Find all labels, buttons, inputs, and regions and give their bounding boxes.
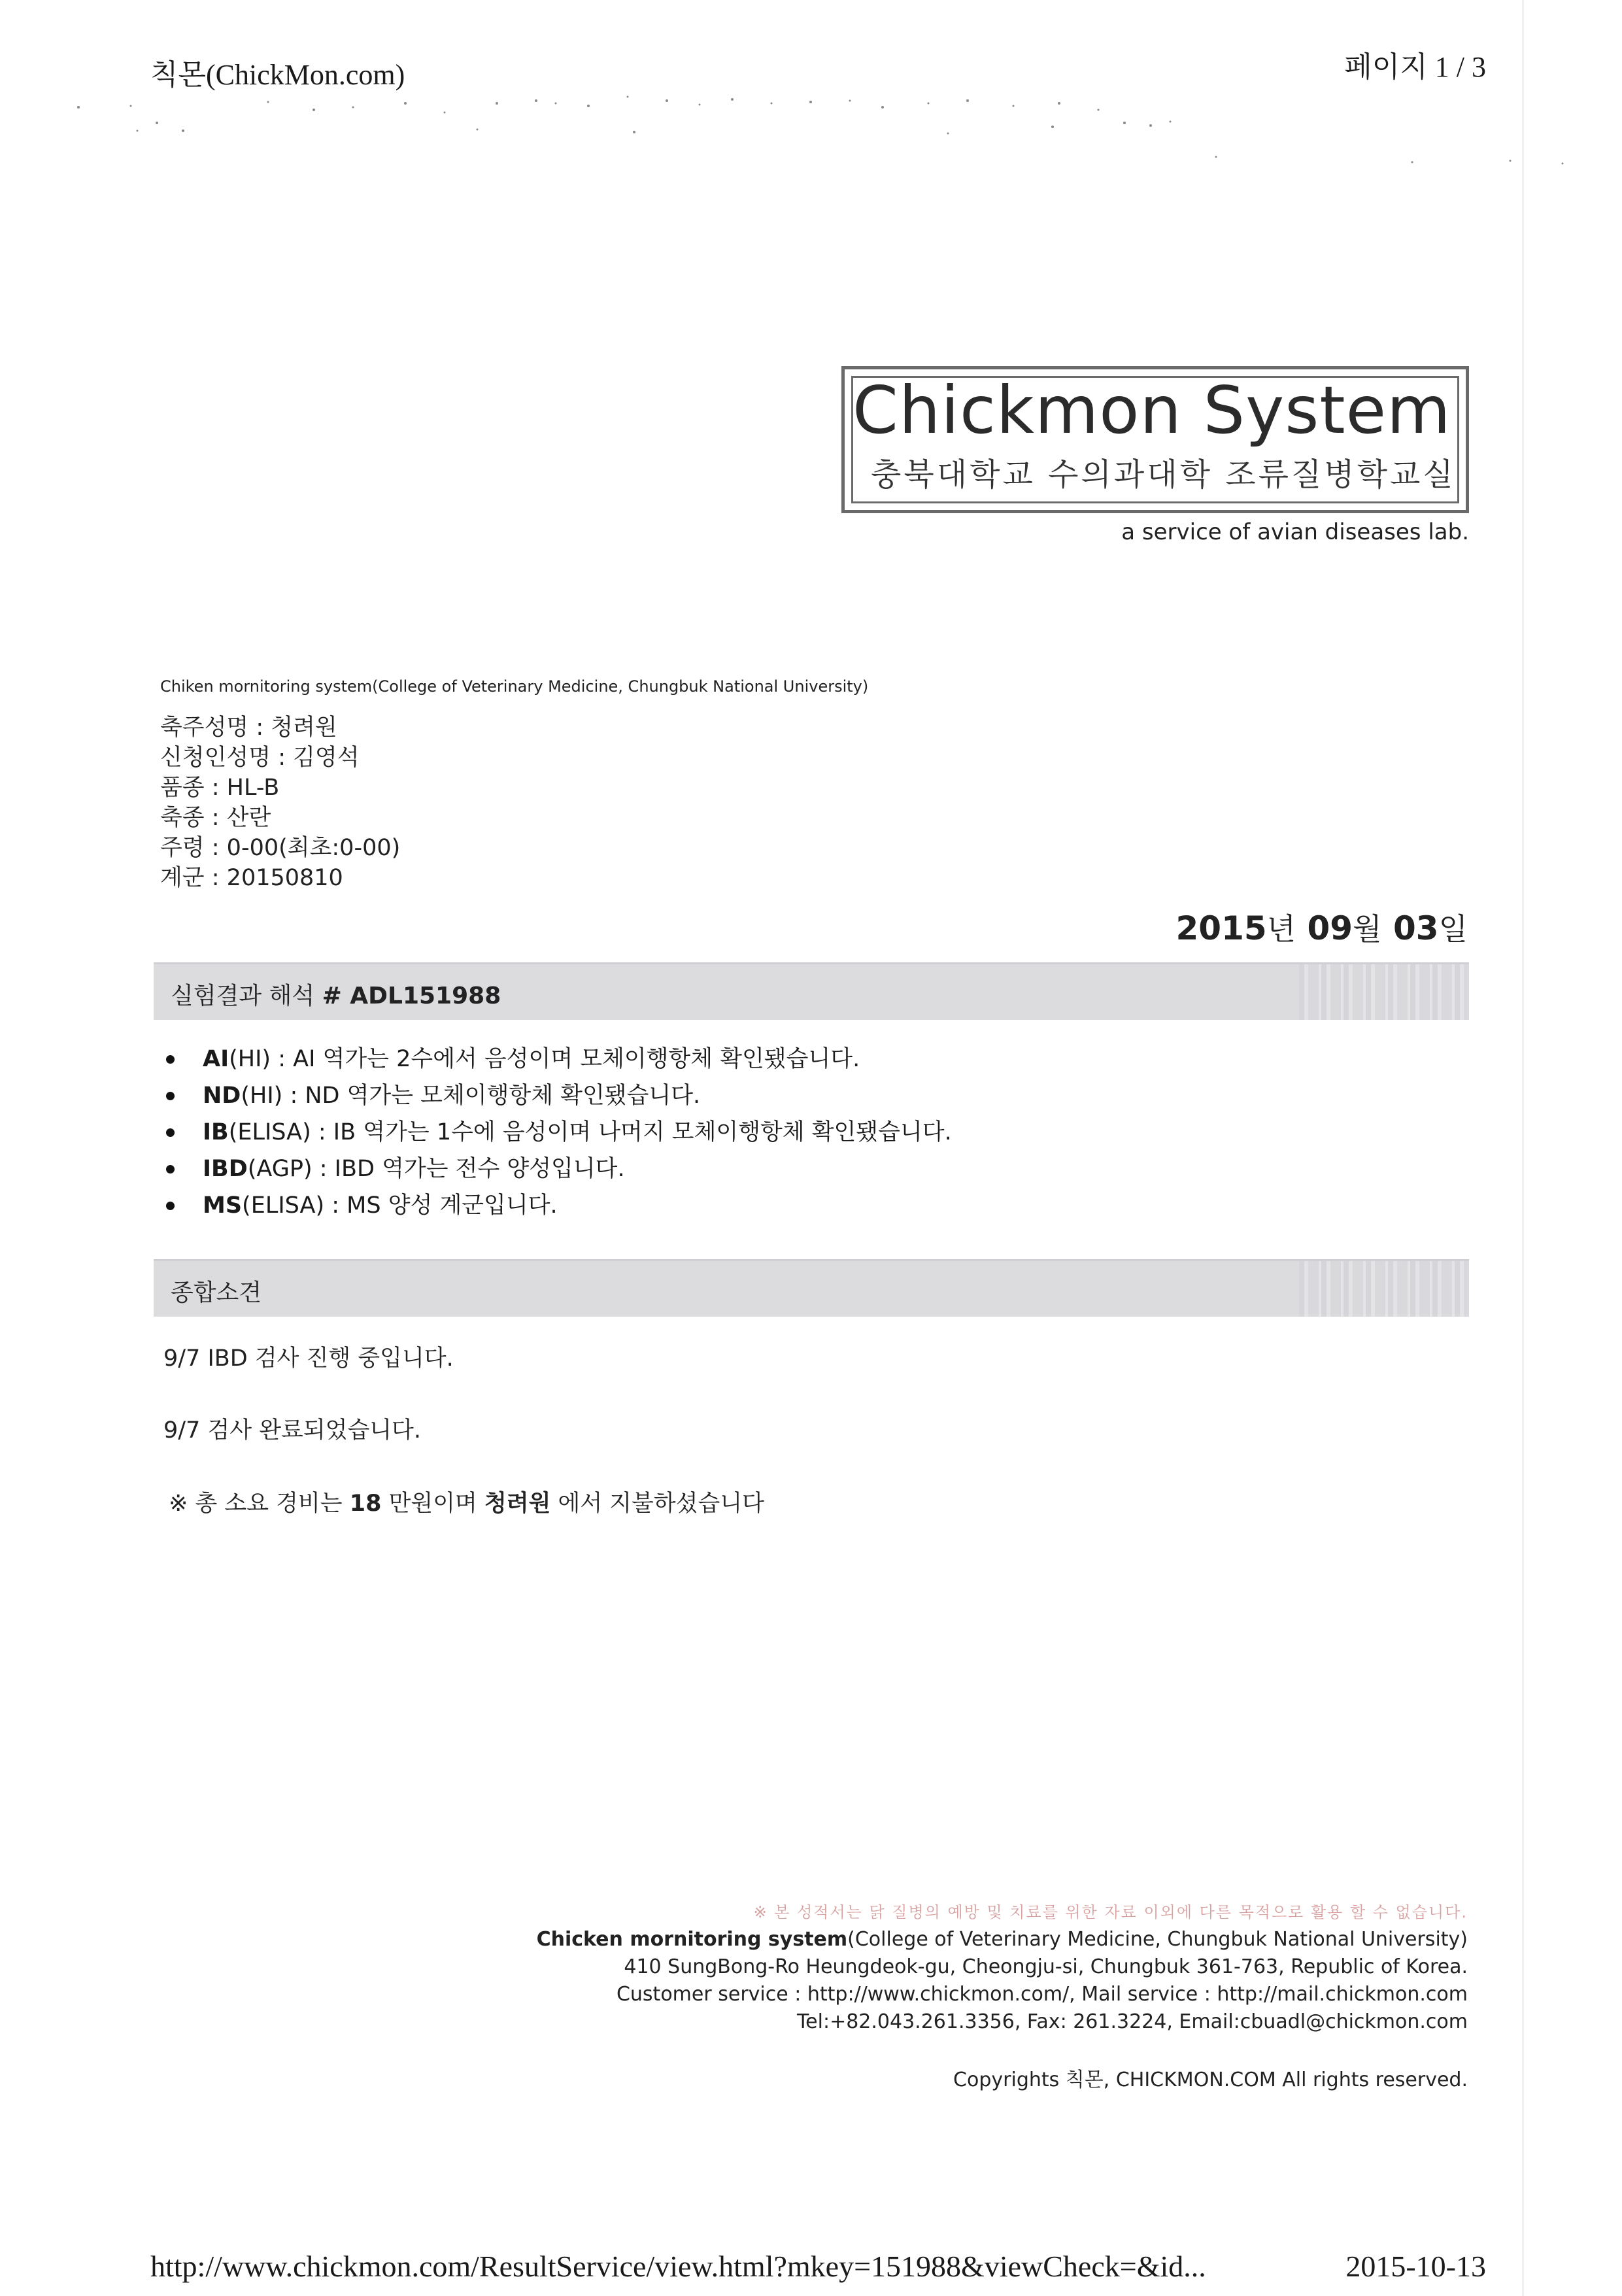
finding-text: : IBD 역가는 전수 양성입니다. xyxy=(312,1156,625,1182)
info-label: 신청인성명 xyxy=(160,745,271,771)
report-year: 2015 xyxy=(1175,909,1267,947)
logo-tagline: a service of avian diseases lab. xyxy=(1121,519,1469,545)
cost-suffix: 에서 지불하셨습니다 xyxy=(558,1491,764,1517)
print-footer-url: http://www.chickmon.com/ResultService/view.html?mkey=151988&viewCheck=&id... xyxy=(150,2250,1206,2283)
findings-list xyxy=(162,1041,952,1224)
cost-statement xyxy=(169,1485,764,1518)
summary-section-header xyxy=(154,1259,1469,1317)
info-value: 20150810 xyxy=(226,865,343,891)
report-month-unit: 월 xyxy=(1353,911,1382,947)
footer-usage-notice: ※ 본 성적서는 닭 질병의 예방 및 치료를 위한 자료 이외에 다른 목적으로 활용 할 수 없습니다. xyxy=(753,1903,1468,1921)
footer-copyright: Copyrights 칙몬, CHICKMON.COM All rights reserved. xyxy=(953,2068,1468,2091)
scan-edge-shadow xyxy=(1522,0,1524,2296)
report-day: 03 xyxy=(1393,909,1439,947)
print-footer-date: 2015-10-13 xyxy=(1345,2250,1486,2283)
finding-item xyxy=(162,1077,952,1114)
logo-title: Chickmon System xyxy=(853,372,1451,448)
finding-text: : IB 역가는 1수에 음성이며 나머지 모체이행항체 확인됐습니다. xyxy=(311,1119,952,1145)
bar-texture xyxy=(1299,1261,1469,1317)
info-row-type: 축종 : 산란 xyxy=(160,805,271,831)
finding-item xyxy=(162,1041,952,1077)
print-header-site-name: 칙몬(ChickMon.com) xyxy=(150,59,405,91)
finding-test-name: IB xyxy=(203,1119,229,1145)
finding-item xyxy=(162,1114,952,1151)
results-case-code: # ADL151988 xyxy=(322,983,501,1009)
bar-texture xyxy=(1299,964,1469,1020)
cost-amount: 18 xyxy=(349,1491,382,1517)
info-value: 산란 xyxy=(226,805,271,831)
summary-line: 9/7 검사 완료되었습니다. xyxy=(163,1417,421,1443)
info-row-flock: 계군 : 20150810 xyxy=(160,865,343,891)
report-year-unit: 년 xyxy=(1266,911,1296,947)
info-label: 품종 xyxy=(160,775,205,801)
report-day-unit: 일 xyxy=(1438,911,1468,947)
cost-prefix: ※ 총 소요 경비는 xyxy=(169,1491,343,1517)
finding-item xyxy=(162,1187,952,1224)
info-value: HL-B xyxy=(226,775,280,801)
scan-noise xyxy=(39,84,1595,175)
finding-method: (HI) xyxy=(241,1083,283,1109)
summary-section-title: 종합소견 xyxy=(171,1279,262,1306)
system-name: Chiken mornitoring system(College of Veterinary Medicine, Chungbuk National University) xyxy=(160,677,869,696)
footer-contact: Tel:+82.043.261.3356, Fax: 261.3224, Email:cbuadl@chickmon.com xyxy=(796,2010,1468,2033)
finding-test-name: IBD xyxy=(203,1156,248,1182)
finding-test-name: ND xyxy=(203,1083,241,1109)
applicant-info xyxy=(160,713,400,893)
print-header-page-number: 페이지 1 / 3 xyxy=(1344,51,1486,83)
summary-line: 9/7 IBD 검사 진행 중입니다. xyxy=(163,1345,454,1372)
info-label: 축주성명 xyxy=(160,715,249,741)
report-date xyxy=(1175,905,1468,949)
finding-method: (AGP) xyxy=(247,1156,313,1182)
report-month: 09 xyxy=(1307,909,1353,947)
footer-org-detail: (College of Veterinary Medicine, Chungbuk National University) xyxy=(847,1928,1468,1951)
results-section-title-row xyxy=(171,977,501,1011)
footer-services: Customer service : http://www.chickmon.com/, Mail service : http://mail.chickmon.com xyxy=(616,1983,1468,2006)
finding-text: : AI 역가는 2수에서 음성이며 모체이행항체 확인됐습니다. xyxy=(271,1046,860,1072)
finding-method: (ELISA) xyxy=(242,1192,325,1219)
finding-text: : MS 양성 계군입니다. xyxy=(324,1192,558,1219)
logo-subtitle: 충북대학교 수의과대학 조류질병학교실 xyxy=(871,456,1456,493)
finding-item xyxy=(162,1151,952,1187)
logo-box xyxy=(841,366,1469,513)
info-row-breed: 품종 : HL-B xyxy=(160,775,280,801)
info-row-applicant: 신청인성명 : 김영석 xyxy=(160,745,360,771)
info-label: 계군 xyxy=(160,865,205,891)
info-row-age: 주령 : 0-00(최초:0-00) xyxy=(160,835,401,861)
finding-method: (HI) xyxy=(229,1046,271,1072)
results-section-header xyxy=(154,962,1469,1020)
footer-organization xyxy=(537,1926,1468,1953)
footer-address: 410 SungBong-Ro Heungdeok-gu, Cheongju-si, Chungbuk 361-763, Republic of Korea. xyxy=(624,1955,1468,1978)
info-label: 주령 xyxy=(160,835,205,861)
info-value: 0-00(최초:0-00) xyxy=(226,835,401,861)
results-section-title: 실험결과 해석 xyxy=(171,983,315,1009)
info-row-owner: 축주성명 : 청려원 xyxy=(160,715,337,741)
info-label: 축종 xyxy=(160,805,205,831)
info-value: 청려원 xyxy=(271,715,337,741)
cost-payer: 청려원 xyxy=(484,1491,551,1517)
info-value: 김영석 xyxy=(293,745,360,771)
finding-method: (ELISA) xyxy=(228,1119,311,1145)
footer-org-name: Chicken mornitoring system xyxy=(536,1928,848,1951)
finding-test-name: AI xyxy=(203,1046,229,1072)
finding-test-name: MS xyxy=(203,1192,243,1219)
finding-text: : ND 역가는 모체이행항체 확인됐습니다. xyxy=(282,1083,701,1109)
footer-contact-block xyxy=(537,1899,1468,2036)
cost-middle: 만원이며 xyxy=(388,1491,477,1517)
